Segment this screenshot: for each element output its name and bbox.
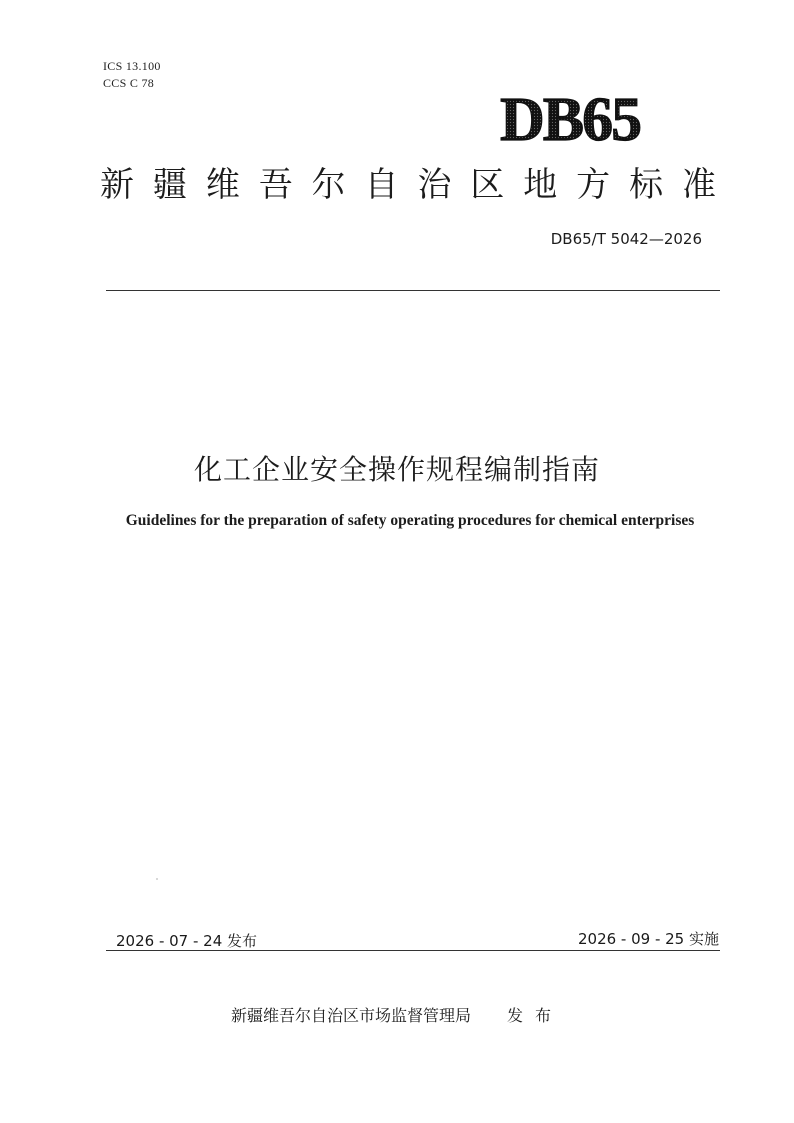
title-chinese: 化工企业安全操作规程编制指南 <box>193 453 600 486</box>
title-english: Guidelines for the preparation of safety operating procedures for chemical enterprises <box>125 512 695 529</box>
issue-date: 2026 - 07 - 24 发布 <box>116 932 258 950</box>
standard-type-heading <box>100 163 716 207</box>
publisher-name: 新疆维吾尔自治区市场监督管理局 <box>230 1006 471 1025</box>
standard-number: DB65/T 5042—2026 <box>550 230 702 248</box>
standard-type-char: 区 <box>470 165 505 205</box>
standard-type-char: 准 <box>681 165 716 205</box>
standard-type-char: 新 <box>100 165 134 205</box>
svg-text:DB65: DB65 <box>500 88 641 148</box>
standard-type-char: 治 <box>417 165 452 205</box>
bottom-divider <box>106 950 720 951</box>
scan-speck <box>156 878 158 880</box>
standard-type-char: 疆 <box>152 165 187 205</box>
standard-type-char: 方 <box>576 165 611 205</box>
ccs-code: CCS C 78 <box>103 76 155 90</box>
classification-codes <box>103 58 161 92</box>
standard-type-char: 尔 <box>311 165 346 205</box>
db65-logo <box>500 88 670 148</box>
standard-type-char: 标 <box>629 165 664 205</box>
top-divider <box>106 290 720 291</box>
standard-type-char: 吾 <box>258 165 293 205</box>
standard-type-char: 维 <box>205 165 240 205</box>
ics-code: ICS 13.100 <box>103 59 161 73</box>
standard-type-char: 自 <box>364 165 399 205</box>
publisher-action: 发布 <box>507 1006 564 1025</box>
publisher-line <box>0 1003 794 1026</box>
standard-type-char: 地 <box>523 165 558 205</box>
implementation-date: 2026 - 09 - 25 实施 <box>577 930 719 948</box>
